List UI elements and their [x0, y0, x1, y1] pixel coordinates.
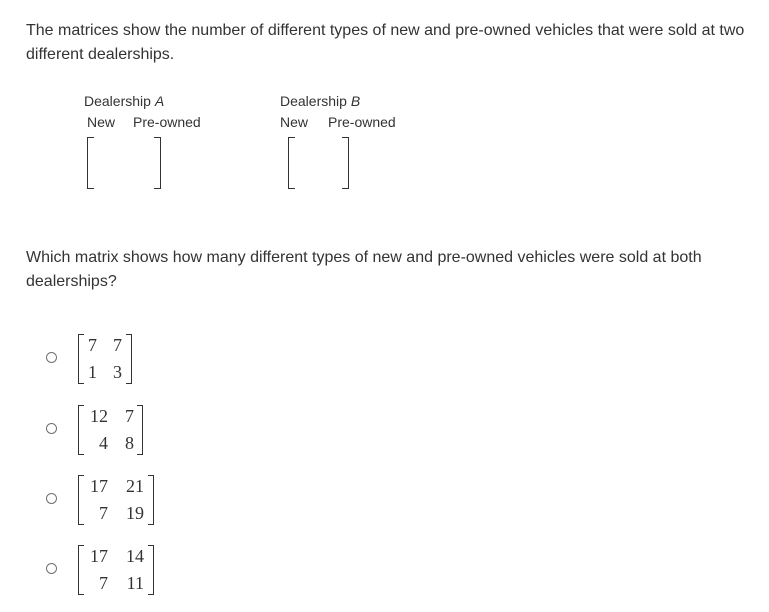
option-3-matrix: [78, 475, 154, 525]
left-bracket: [78, 545, 84, 595]
left-bracket: [78, 405, 84, 455]
dealership-a-label: Dealership A: [84, 93, 165, 109]
right-bracket: [126, 334, 132, 384]
matrix-value: 7: [88, 335, 97, 355]
matrix-value: 4: [99, 433, 108, 453]
dealership-b-col-preowned: Pre-owned: [328, 114, 396, 130]
matrix-value: 19: [126, 503, 144, 523]
left-bracket: [78, 475, 84, 525]
matrix-value: 14: [126, 546, 144, 566]
radio-button-4[interactable]: [46, 563, 57, 574]
matrix-value: 17: [90, 546, 108, 566]
dealership-a-left-bracket: [87, 137, 94, 189]
dealership-a-col-preowned: Pre-owned: [133, 114, 201, 130]
right-bracket: [137, 405, 143, 455]
left-bracket: [78, 334, 84, 384]
radio-button-2[interactable]: [46, 423, 57, 434]
matrix-value: 11: [126, 573, 144, 593]
dealership-a-right-bracket: [154, 137, 161, 189]
option-4-matrix: [78, 545, 154, 595]
matrix-value: 21: [126, 476, 144, 496]
matrix-value: 3: [113, 362, 122, 382]
matrix-value: 7: [99, 573, 108, 593]
right-bracket: [148, 545, 154, 595]
radio-button-3[interactable]: [46, 493, 57, 504]
dealership-b-right-bracket: [342, 137, 349, 189]
right-bracket: [148, 475, 154, 525]
radio-button-1[interactable]: [46, 352, 57, 363]
matrix-value: 8: [125, 433, 134, 453]
option-2-matrix: [78, 405, 144, 455]
question-text: Which matrix shows how many different types of new and pre-owned vehicles were sold at both dealerships?: [26, 249, 702, 290]
matrix-value: 7: [113, 335, 122, 355]
matrix-value: 7: [99, 503, 108, 523]
dealership-a-col-new: New: [87, 114, 116, 130]
matrix-value: 1: [88, 362, 97, 382]
dealership-b-left-bracket: [288, 137, 295, 189]
dealership-b-col-new: New: [280, 114, 309, 130]
matrix-value: 17: [90, 476, 108, 496]
matrix-value: 7: [125, 406, 134, 426]
matrix-value: 12: [90, 406, 108, 426]
dealership-b-label: Dealership B: [280, 93, 361, 109]
option-1-matrix: [78, 334, 132, 384]
intro-text: The matrices show the number of different types of new and pre-owned vehicles that were sold at two different dealerships.: [26, 22, 745, 63]
